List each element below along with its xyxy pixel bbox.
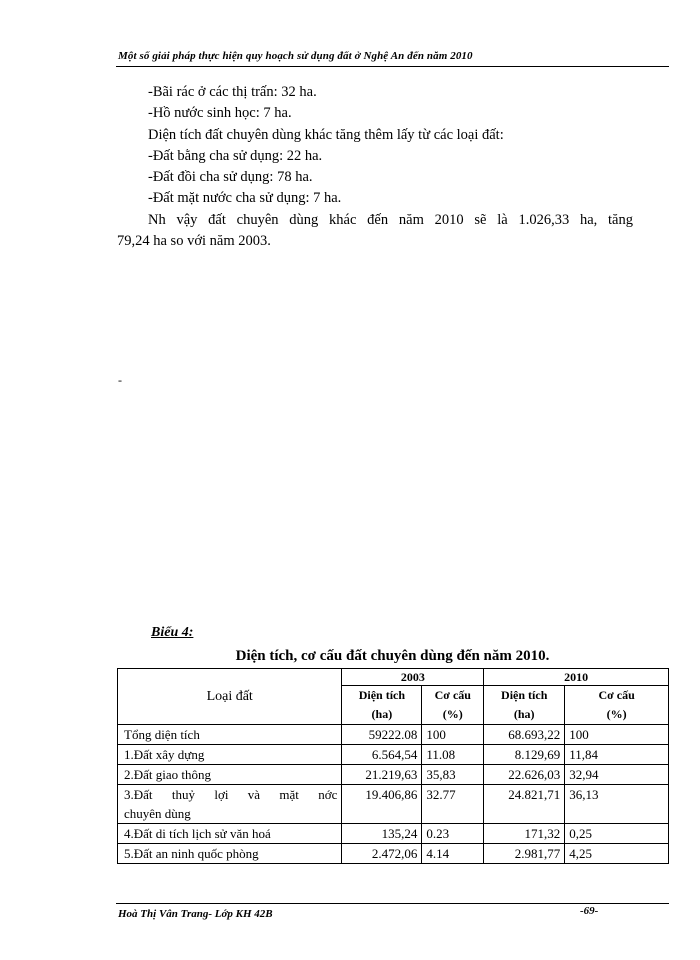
col-header-share-2010: Cơ cấu (%) [565, 686, 669, 725]
share-2003: 4.14 [422, 844, 484, 864]
paragraph-line-2: 79,24 ha so với năm 2003. [117, 233, 271, 249]
row-name: 3.Đất thuỷ lợi và mặt nớc chuyên dùng [118, 785, 342, 824]
paragraph-line-1: Nh vậy đất chuyên dùng khác đến năm 2010 sẽ là 1.026,33 ha, tăng [148, 212, 633, 228]
area-2010: 24.821,71 [484, 785, 565, 824]
running-header: Một số giải pháp thực hiện quy hoạch sử dụng đất ở Nghệ An đến năm 2010 [118, 50, 473, 62]
footer-rule [116, 903, 669, 904]
body-line-1: -Bãi rác ở các thị trấn: 32 ha. [148, 84, 317, 100]
col-header-2003: 2003 [342, 669, 484, 686]
share-2010: 36,13 [565, 785, 669, 824]
share-2003: 32.77 [422, 785, 484, 824]
row-name: 1.Đất xây dựng [118, 745, 342, 765]
table-row [118, 745, 669, 765]
body-line-4: -Đất bằng cha sử dụng: 22 ha. [148, 148, 323, 164]
share-2010: 0,25 [565, 824, 669, 844]
share-2003: 11.08 [422, 745, 484, 765]
col-header-land-type: Loại đất [118, 669, 342, 725]
share-2003: 0.23 [422, 824, 484, 844]
table-label: Biểu 4: [151, 625, 194, 640]
table-caption: Diện tích, cơ cấu đất chuyên dùng đến năm 2010. [235, 648, 550, 664]
area-2003: 21.219,63 [342, 765, 422, 785]
footer-author: Hoà Thị Vân Trang- Lớp KH 42B [118, 908, 273, 920]
area-2010: 8.129,69 [484, 745, 565, 765]
share-2010: 11,84 [565, 745, 669, 765]
area-2003: 135,24 [342, 824, 422, 844]
row-name: Tổng diện tích [118, 725, 342, 745]
col-header-share-2003: Cơ cấu (%) [422, 686, 484, 725]
area-2010: 68.693,22 [484, 725, 565, 745]
area-2003: 59222.08 [342, 725, 422, 745]
area-2010: 171,32 [484, 824, 565, 844]
body-line-3: Diện tích đất chuyên dùng khác tăng thêm lấy từ các loại đất: [148, 127, 504, 143]
land-use-table [117, 668, 669, 864]
area-2003: 19.406,86 [342, 785, 422, 824]
row-name: 5.Đất an ninh quốc phòng [118, 844, 342, 864]
share-2003: 35,83 [422, 765, 484, 785]
table-row [118, 844, 669, 864]
body-line-5: -Đất đồi cha sử dụng: 78 ha. [148, 169, 313, 185]
table-row [118, 785, 669, 824]
body-line-6: -Đất mặt nước cha sử dụng: 7 ha. [148, 190, 342, 206]
area-2003: 6.564,54 [342, 745, 422, 765]
table-row [118, 725, 669, 745]
share-2010: 4,25 [565, 844, 669, 864]
page-number: -69- [580, 905, 599, 917]
col-header-2010: 2010 [484, 669, 669, 686]
row-name: 4.Đất di tích lịch sử văn hoá [118, 824, 342, 844]
area-2010: 2.981,77 [484, 844, 565, 864]
area-2010: 22.626,03 [484, 765, 565, 785]
area-2003: 2.472,06 [342, 844, 422, 864]
share-2010: 32,94 [565, 765, 669, 785]
stray-mark: - [118, 373, 122, 387]
row-name: 2.Đất giao thông [118, 765, 342, 785]
col-header-area-2010: Diện tích (ha) [484, 686, 565, 725]
table-row [118, 765, 669, 785]
header-rule [116, 66, 669, 67]
body-line-2: -Hồ nước sinh học: 7 ha. [148, 105, 292, 121]
col-header-area-2003: Diện tích (ha) [342, 686, 422, 725]
share-2003: 100 [422, 725, 484, 745]
share-2010: 100 [565, 725, 669, 745]
table-row [118, 824, 669, 844]
